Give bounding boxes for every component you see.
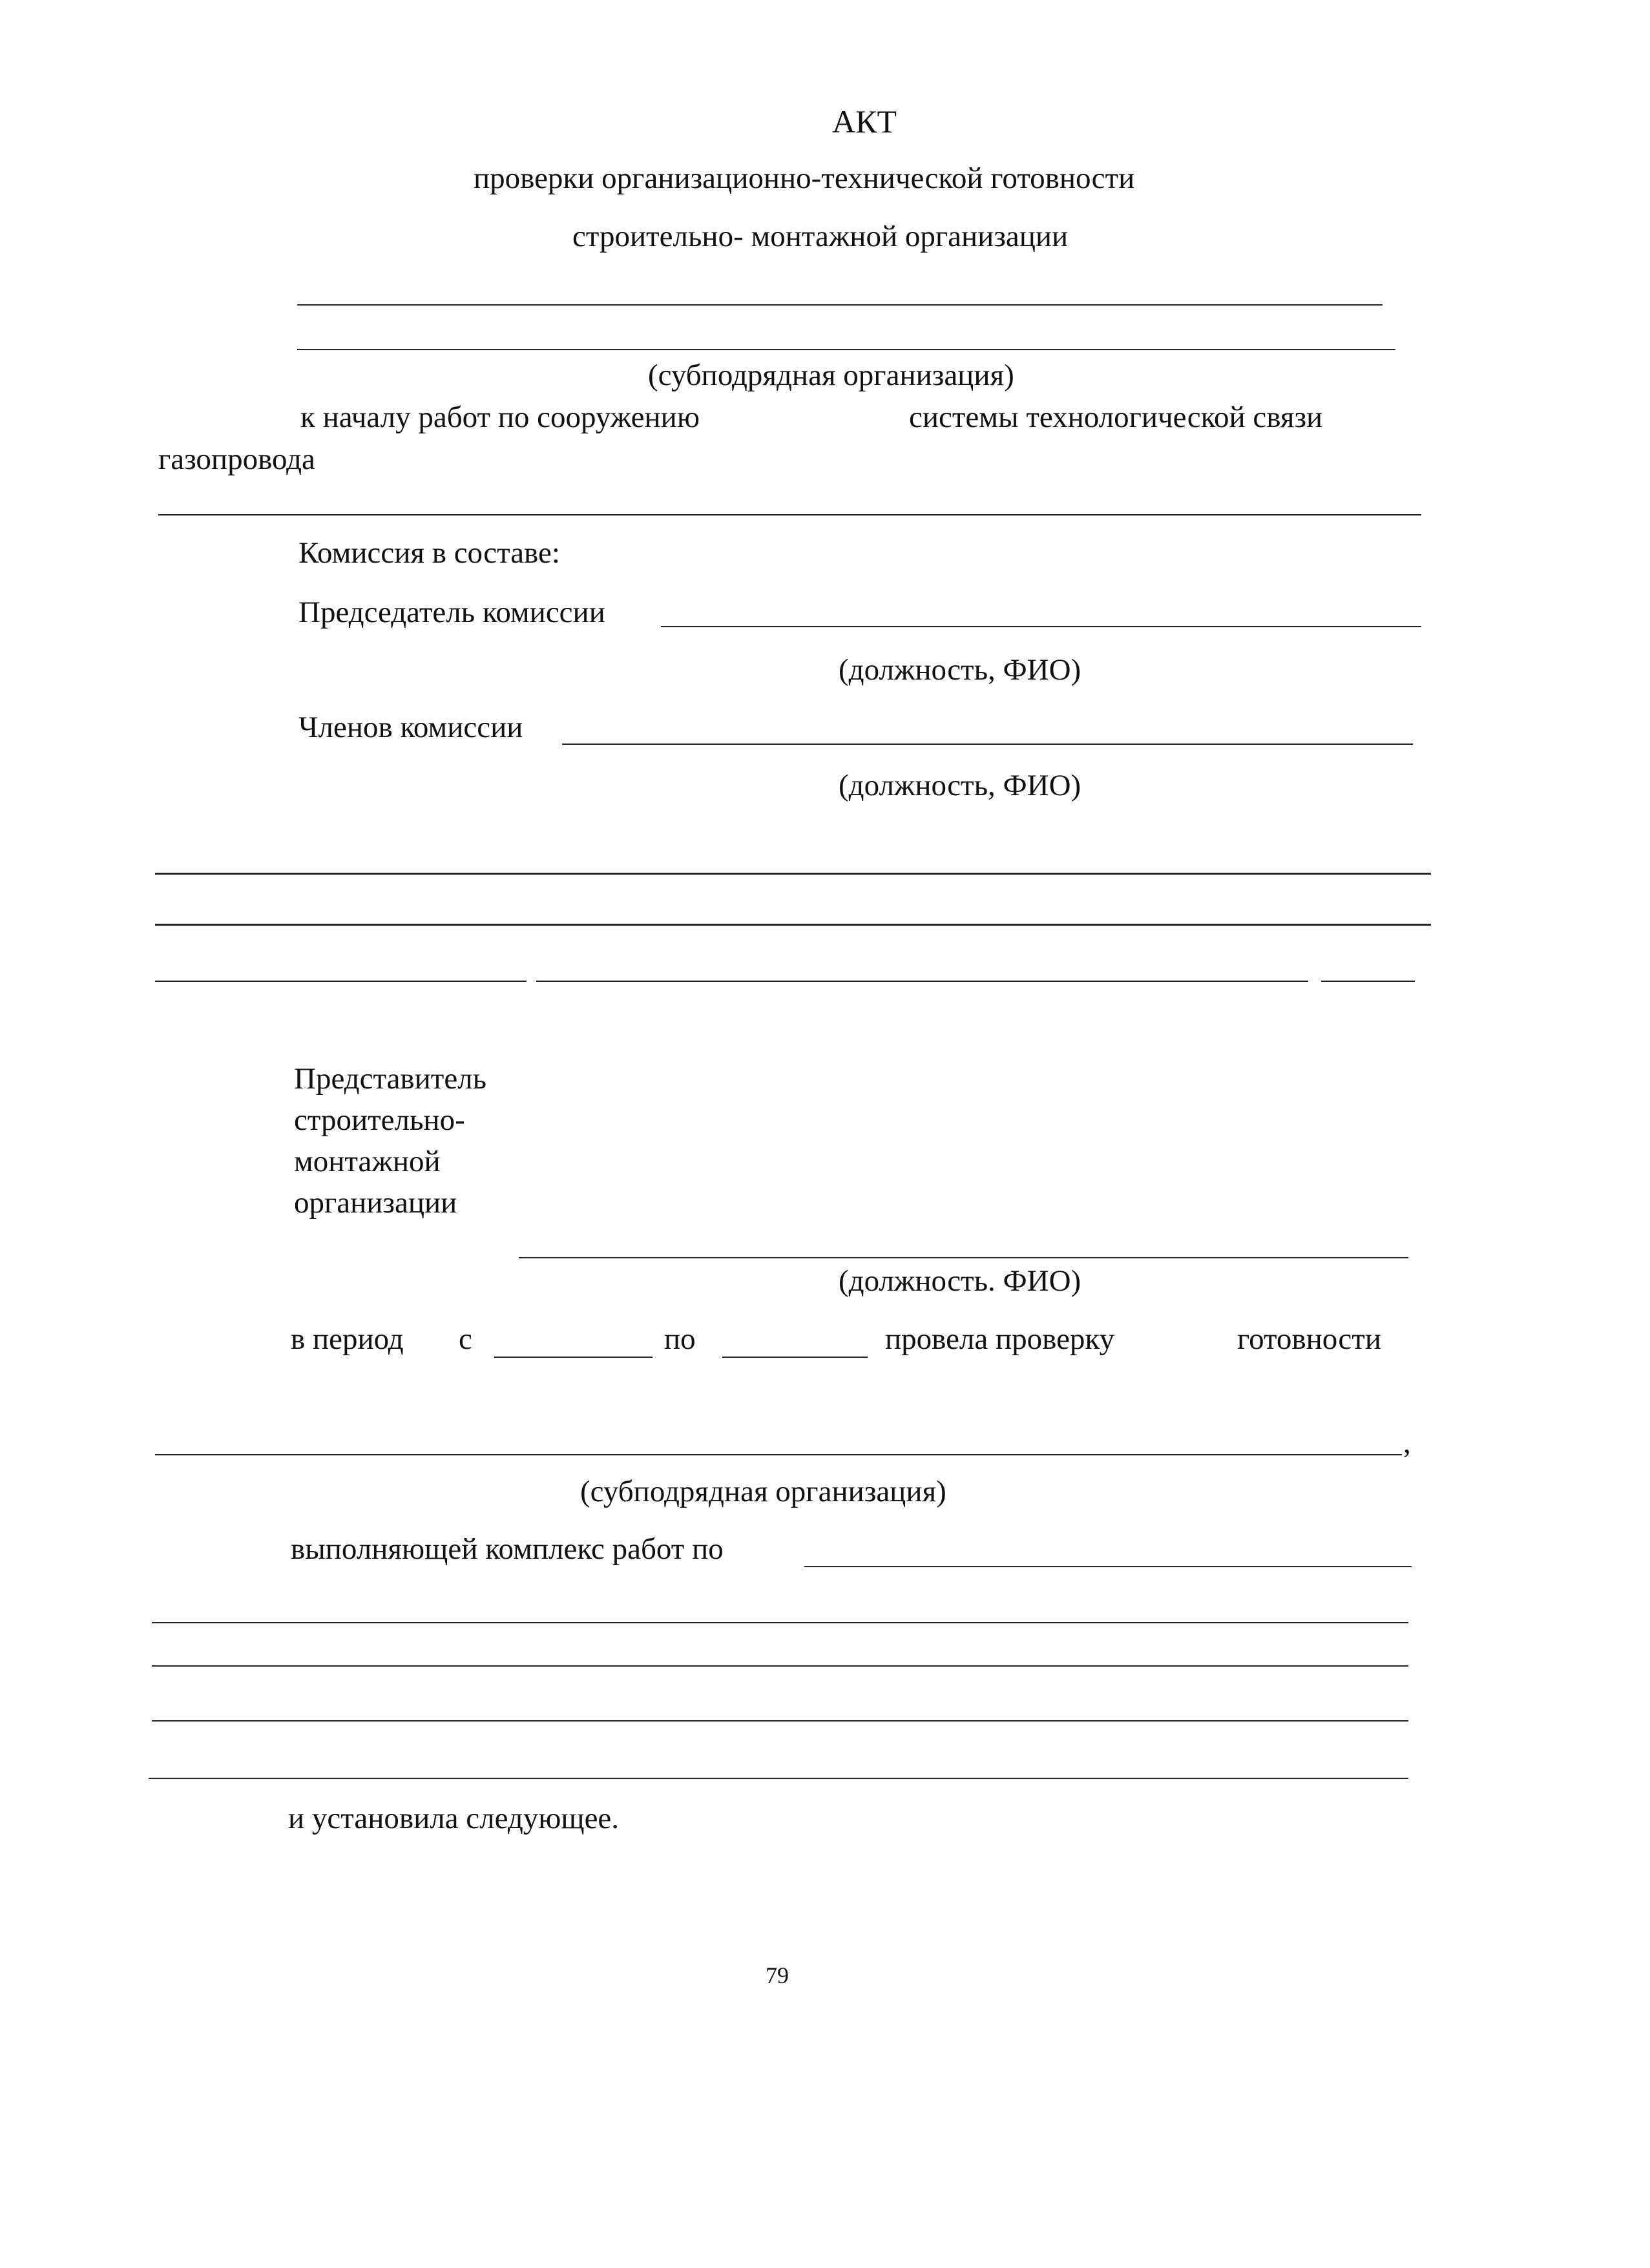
page-number: 79 <box>766 1962 789 1988</box>
members-field[interactable] <box>562 744 1413 745</box>
subcontractor-line-1[interactable] <box>297 304 1383 306</box>
period-text: провела проверку <box>885 1322 1115 1356</box>
period-from-label: с <box>459 1322 472 1356</box>
members-extra-line-3a[interactable] <box>155 981 527 982</box>
commission-heading: Комиссия в составе: <box>298 536 560 570</box>
period-to-label: по <box>664 1322 696 1356</box>
document-title: АКТ <box>832 103 897 140</box>
pipeline-name-line[interactable] <box>158 514 1421 515</box>
members-position-caption: (должность, ФИО) <box>839 769 1081 802</box>
intro-text-part3: газопровода <box>158 442 315 476</box>
chairman-label: Председатель комиссии <box>298 596 605 629</box>
period-from-field[interactable] <box>494 1357 653 1358</box>
representative-label-line1: Представитель <box>294 1062 487 1096</box>
representative-field[interactable] <box>519 1257 1408 1258</box>
period-label: в период <box>291 1322 404 1356</box>
document-subtitle-line1: проверки организационно-технической готовности <box>474 161 1135 195</box>
representative-position-caption: (должность. ФИО) <box>839 1264 1081 1298</box>
subcontractor-caption-2: (субподрядная организация) <box>580 1475 946 1508</box>
representative-label-line4: организации <box>294 1186 457 1220</box>
line-end-comma: , <box>1403 1426 1411 1460</box>
subcontractor-caption: (субподрядная организация) <box>648 359 1014 392</box>
works-extra-line-2[interactable] <box>152 1665 1408 1667</box>
readiness-subject-field[interactable] <box>155 1454 1402 1455</box>
members-extra-line-2[interactable] <box>155 924 1431 926</box>
members-extra-line-3c[interactable] <box>1321 981 1415 982</box>
works-extra-line-4[interactable] <box>149 1778 1408 1779</box>
intro-text-part1: к началу работ по сооружению <box>300 401 700 434</box>
chairman-field[interactable] <box>661 626 1421 627</box>
representative-label-line3: монтажной <box>294 1145 441 1178</box>
chairman-position-caption: (должность, ФИО) <box>839 653 1081 687</box>
members-label: Членов комиссии <box>298 711 523 744</box>
members-extra-line-3b[interactable] <box>536 981 1308 982</box>
subcontractor-line-2[interactable] <box>297 349 1395 350</box>
representative-label-line2: строительно- <box>294 1103 465 1137</box>
conclusion-text: и установила следующее. <box>288 1802 620 1835</box>
document-subtitle-line2: строительно- монтажной организации <box>572 220 1069 253</box>
works-extra-line-3[interactable] <box>152 1720 1408 1722</box>
members-extra-line-1[interactable] <box>155 873 1431 875</box>
readiness-word: готовности <box>1237 1322 1381 1356</box>
intro-text-part2: системы технологической связи <box>909 401 1323 434</box>
works-field[interactable] <box>804 1566 1412 1567</box>
works-label: выполняющей комплекс работ по <box>291 1532 724 1566</box>
works-extra-line-1[interactable] <box>152 1622 1408 1623</box>
period-to-field[interactable] <box>722 1357 868 1358</box>
